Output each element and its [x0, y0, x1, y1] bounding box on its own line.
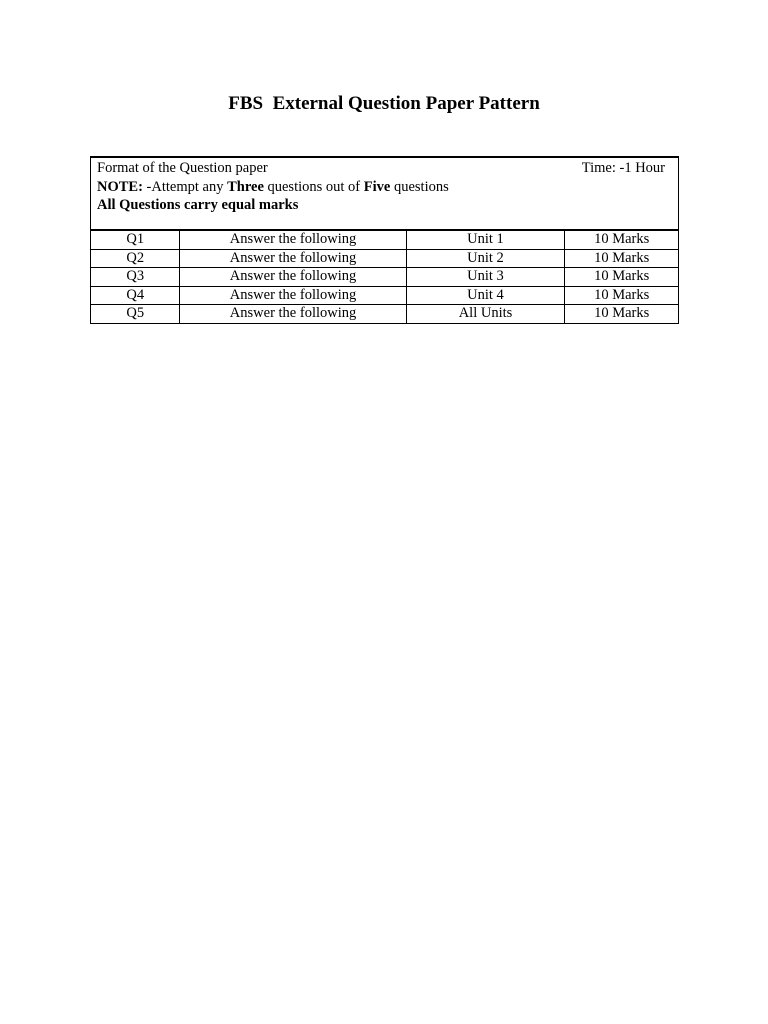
note-part2: questions out of [263, 178, 364, 195]
time-text: Time: -1 Hour [581, 160, 665, 176]
table-row [91, 249, 679, 268]
question-unit: All Units [406, 305, 565, 324]
note-part1: -Attempt any [142, 178, 228, 195]
question-marks: 10 Marks [565, 268, 679, 287]
question-instruction: Answer the following [180, 230, 406, 249]
question-instruction: Answer the following [180, 268, 406, 287]
question-number: Q2 [91, 249, 180, 268]
equal-marks-text: All Questions carry equal marks [97, 197, 299, 213]
question-unit: Unit 3 [406, 268, 565, 287]
question-marks: 10 Marks [565, 305, 679, 324]
table-header-row [91, 157, 679, 230]
note-label: NOTE: [97, 178, 143, 195]
question-instruction: Answer the following [180, 305, 406, 324]
question-unit: Unit 1 [406, 230, 565, 249]
table-header-cell [91, 157, 679, 230]
note-bold-five: Five [363, 178, 391, 195]
question-number: Q5 [91, 305, 180, 324]
note-line [97, 178, 678, 197]
question-unit: Unit 4 [406, 286, 565, 305]
question-marks: 10 Marks [565, 286, 679, 305]
question-marks: 10 Marks [565, 249, 679, 268]
question-unit: Unit 2 [406, 249, 565, 268]
page-title: FBS External Question Paper Pattern [228, 93, 540, 114]
question-pattern-table [90, 156, 679, 324]
table-row [91, 305, 679, 324]
table-row [91, 286, 679, 305]
format-text: Format of the Question paper [97, 160, 268, 176]
question-number: Q3 [91, 268, 180, 287]
question-instruction: Answer the following [180, 249, 406, 268]
note-part3: questions [390, 178, 449, 195]
question-number: Q4 [91, 286, 180, 305]
table-row [91, 268, 679, 287]
question-instruction: Answer the following [180, 286, 406, 305]
question-number: Q1 [91, 230, 180, 249]
table-row [91, 230, 679, 249]
note-bold-three: Three [227, 178, 264, 195]
question-marks: 10 Marks [565, 230, 679, 249]
